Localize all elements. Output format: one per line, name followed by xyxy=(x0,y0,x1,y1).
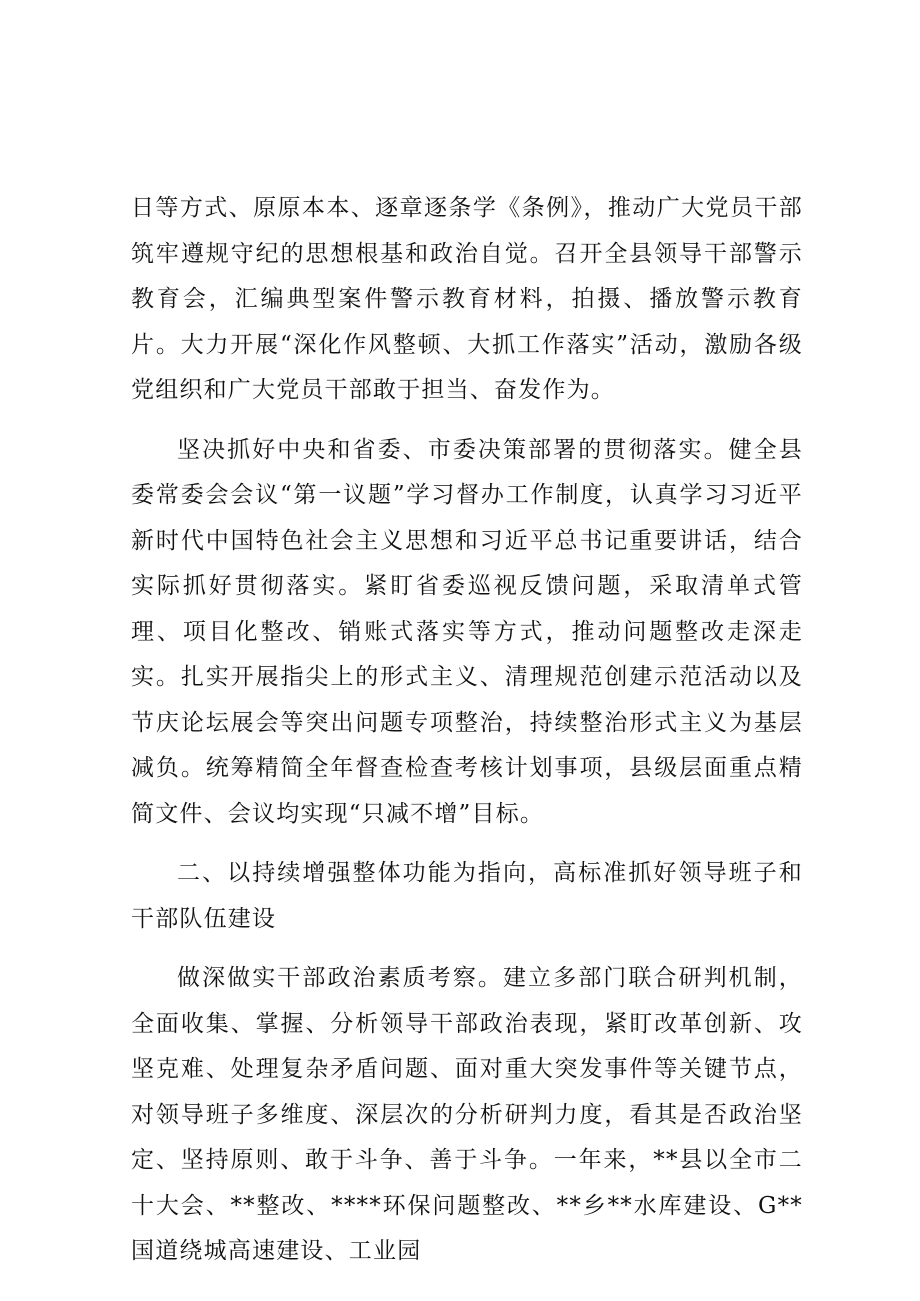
paragraph-continuation: 日等方式、原原本本、逐章逐条学《条例》，推动广大党员干部筑牢遵规守纪的思想根基和政治自觉。召开全县领导干部警示教育会，汇编典型案件警示教育材料，拍摄、播放警示教育片。大力开展“深化作风整顿、大抓工作落实”活动，激励各级党组织和广大党员干部敢于担当、奋发作为。 xyxy=(131,195,803,403)
paragraph-implementation: 坚决抓好中央和省委、市委决策部署的贯彻落实。健全县委常委会会议“第一议题”学习督办工作制度，认真学习习近平新时代中国特色社会主义思想和习近平总书记重要讲话，结合实际抓好贯彻落实。紧盯省委巡视反馈问题，采取清单式管理、项目化整改、销账式落实等方式，推动问题整改走深走实。扎实开展指尖上的形式主义、清理规范创建示范活动以及节庆论坛展会等突出问题专项整治，持续整治形式主义为基层减负。统筹精简全年督查检查考核计划事项，县级层面重点精简文件、会议均实现“只减不增”目标。 xyxy=(131,436,803,827)
section-heading-two: 二、以持续增强整体功能为指向，高标准抓好领导班子和干部队伍建设 xyxy=(131,860,803,932)
paragraph-cadre-inspection: 做深做实干部政治素质考察。建立多部门联合研判机制，全面收集、掌握、分析领导干部政治表现，紧盯改革创新、攻坚克难、处理复杂矛盾问题、面对重大突发事件等关键节点，对领导班子多维度、深层次的分析研判力度，看其是否政治坚定、坚持原则、敢于斗争、善于斗争。一年来，**县以全市二十大会、**整改、****环保问题整改、**乡**水库建设、G**国道绕城高速建设、工业园 xyxy=(131,965,803,1264)
document-body xyxy=(131,186,803,1289)
